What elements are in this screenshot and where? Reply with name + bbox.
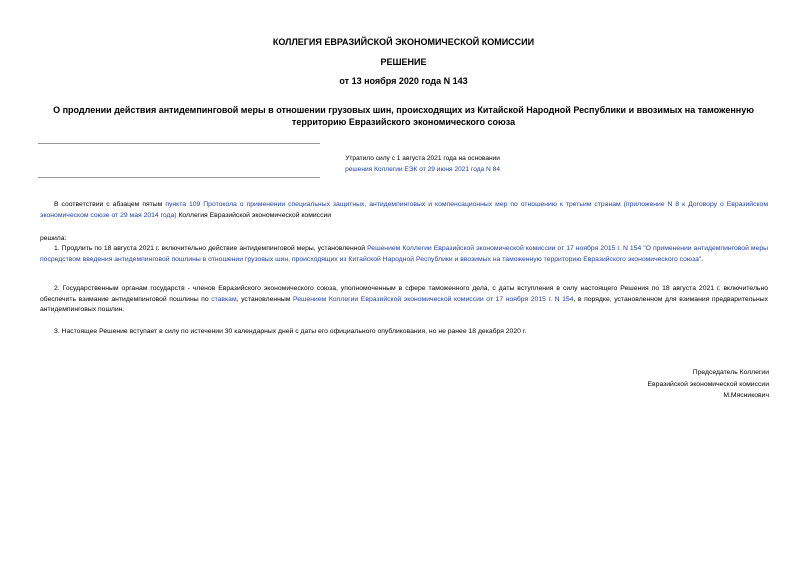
- item-2-text-end: , в порядке, установленном для взимания предварительных антидемпинговых пошлин.: [40, 295, 768, 313]
- document-date-number: от 13 ноября 2020 года N 143: [339, 76, 468, 86]
- item-2-paragraph: [40, 284, 768, 316]
- signatory-name: М.Мясникович: [723, 392, 769, 399]
- item-3-paragraph: 3. Настоящее Решение вступает в силу по истечении 30 календарных дней с даты его официального опубликования, но не ранее 18 декабря 2020 г.: [54, 328, 527, 335]
- decision-154-link[interactable]: Решением Коллегии Евразийской экономической комиссии от 17 ноября 2015 г. N 154 "О применении антидемпинговой меры посредством введения антидемпинговой пошлины в отношении грузовых шин, происходящих из Китайской Народной Республики и ввозимых на таможенную территорию Евразийского экономического союза": [40, 245, 769, 263]
- status-note: [250, 153, 500, 175]
- signatory-organization: Евразийской экономической комиссии: [647, 380, 769, 388]
- item-1-text-end: .: [701, 255, 704, 263]
- preamble-text-end: Коллегия Евразийской экономической комиссии: [176, 211, 332, 219]
- document-type: РЕШЕНИЕ: [380, 57, 427, 67]
- resolved-label: решила:: [40, 235, 67, 242]
- divider-top: [38, 143, 320, 144]
- item-1-paragraph: [40, 244, 768, 265]
- status-note-text: Утратило силу с 1 августа 2021 года на основании: [345, 155, 500, 162]
- issuing-body: КОЛЛЕГИЯ ЕВРАЗИЙСКОЙ ЭКОНОМИЧЕСКОЙ КОМИССИИ: [272, 37, 535, 47]
- item-2-text: 2. Государственным органам государств - членов Евразийского экономического союза, уполномоченным в сфере таможенного дела, с даты вступления в силу настоящего Решения по 18 августа 2021 г. включительно обеспечить взимание антидемпинговой пошлины по: [40, 285, 768, 303]
- rates-link[interactable]: ставкам: [211, 295, 237, 303]
- decision-154-link-2[interactable]: Решением Коллегии Евразийской экономической комиссии от 17 ноября 2015 г. N 154: [293, 295, 574, 303]
- preamble-text: В соответствии с абзацем пятым: [54, 201, 166, 208]
- repeal-decision-link[interactable]: решения Коллегии ЕЭК от 29 июня 2021 года N 84: [345, 166, 500, 173]
- preamble-paragraph: [40, 200, 768, 221]
- item-1-text: 1. Продлить по 18 августа 2021 г. включительно действие антидемпинговой меры, установленной: [54, 245, 368, 252]
- item-2-text-mid: , установленным: [236, 295, 294, 303]
- signature-block: [569, 367, 769, 402]
- divider-bottom: [38, 177, 320, 178]
- signatory-position: Председатель Коллегии: [692, 369, 769, 376]
- document-title: О продлении действия антидемпинговой меры в отношении грузовых шин, происходящих из Китайской Народной Республики и ввозимых на таможенную территорию Евразийского экономического союза: [53, 105, 754, 127]
- protocol-link[interactable]: пункта 109 Протокола о применении специальных защитных, антидемпинговых и компенсационных мер по отношению к третьим странам (приложение N 8 к Договору о Евразийском экономическом союзе от 29 мая 2014 года): [40, 201, 769, 219]
